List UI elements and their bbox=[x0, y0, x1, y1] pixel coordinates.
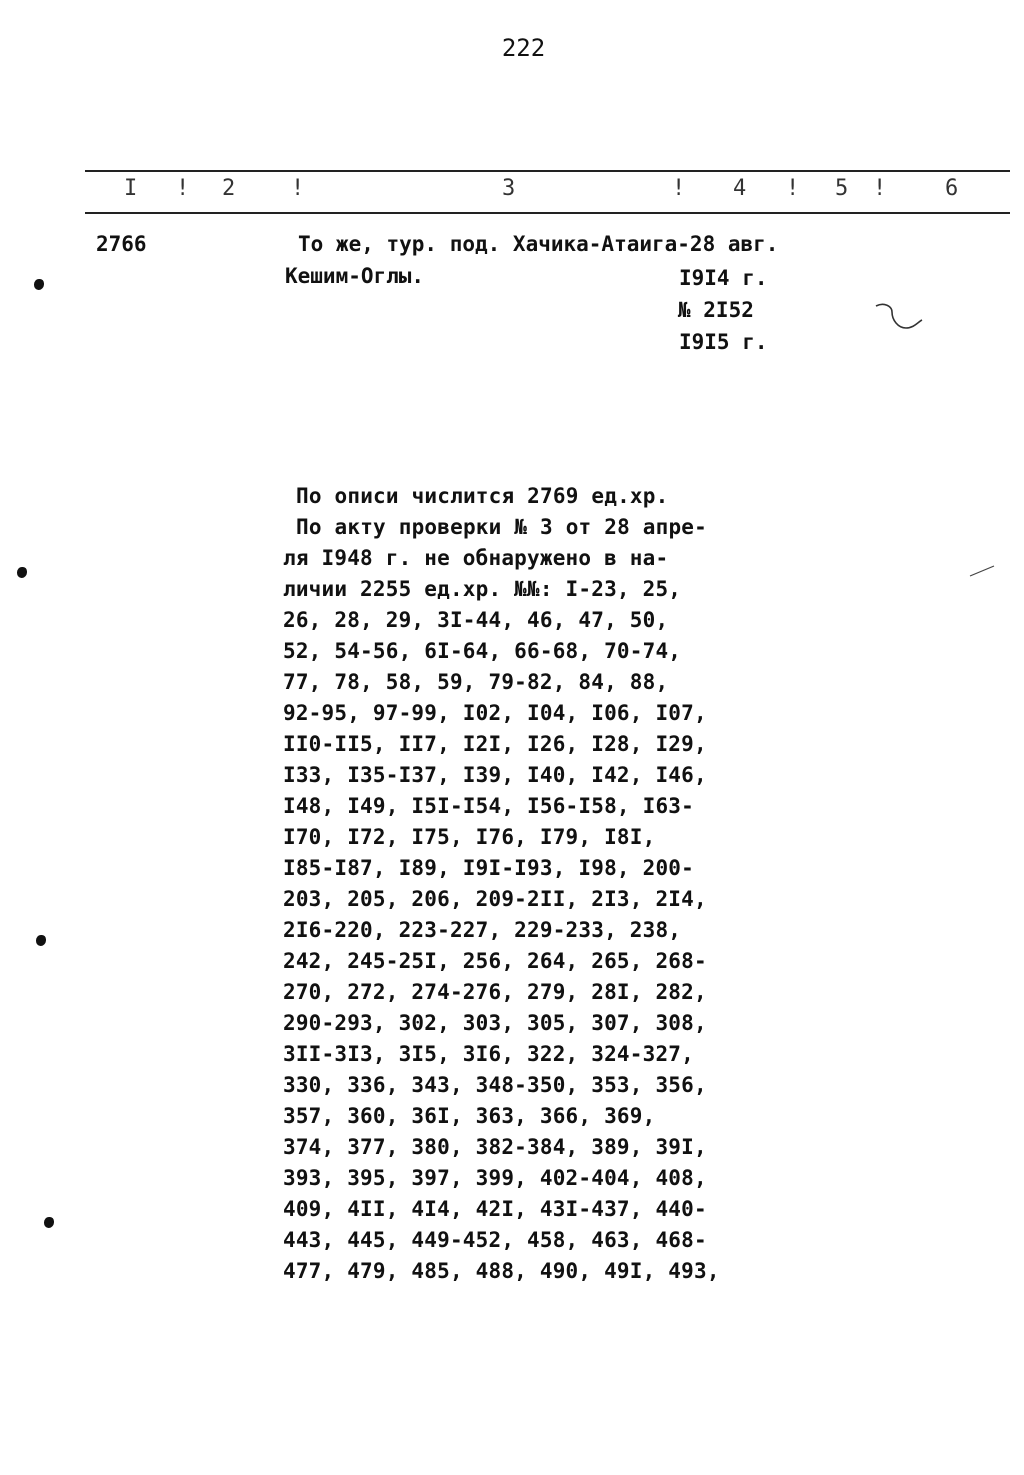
note-line: личии 2255 ед.хр. №№: I-23, 25, bbox=[283, 577, 682, 601]
margin-pencil-stroke bbox=[968, 562, 998, 582]
note-line: 443, 445, 449-452, 458, 463, 468- bbox=[283, 1228, 707, 1252]
note-line: II0-II5, II7, I2I, I26, I28, I29, bbox=[283, 732, 707, 756]
binding-hole-mark bbox=[17, 567, 27, 578]
column-header-6: 6 bbox=[945, 176, 959, 201]
note-line: 52, 54-56, 6I-64, 66-68, 70-74, bbox=[283, 639, 682, 663]
note-line: 330, 336, 343, 348-350, 353, 356, bbox=[283, 1073, 707, 1097]
entry-title-line-2: Кешим-Оглы. bbox=[285, 264, 425, 288]
entry-date-start: I9I4 г. bbox=[679, 266, 768, 290]
table-rule-top bbox=[85, 170, 1010, 172]
note-line: 92-95, 97-99, I02, I04, I06, I07, bbox=[283, 701, 707, 725]
note-line: 409, 4II, 4I4, 42I, 43I-437, 440- bbox=[283, 1197, 707, 1221]
entry-number: 2766 bbox=[96, 232, 147, 256]
note-line: 393, 395, 397, 399, 402-404, 408, bbox=[283, 1166, 707, 1190]
binding-hole-mark bbox=[34, 279, 44, 290]
note-line: ля I948 г. не обнаружено в на- bbox=[283, 546, 669, 570]
note-line: 270, 272, 274-276, 279, 28I, 282, bbox=[283, 980, 707, 1004]
handwritten-check-mark bbox=[870, 300, 930, 340]
note-line: I70, I72, I75, I76, I79, I8I, bbox=[283, 825, 656, 849]
entry-date-end: I9I5 г. bbox=[679, 330, 768, 354]
page-number: 222 bbox=[501, 34, 546, 62]
note-line: 290-293, 302, 303, 305, 307, 308, bbox=[283, 1011, 707, 1035]
note-line: 3II-3I3, 3I5, 3I6, 322, 324-327, bbox=[283, 1042, 694, 1066]
note-line: 203, 205, 206, 209-2II, 2I3, 2I4, bbox=[283, 887, 707, 911]
note-line: 77, 78, 58, 59, 79-82, 84, 88, bbox=[283, 670, 669, 694]
column-header-4: 4 bbox=[733, 176, 747, 201]
note-line: 26, 28, 29, 3I-44, 46, 47, 50, bbox=[283, 608, 669, 632]
column-header-5: 5 bbox=[835, 176, 849, 201]
column-separator: ! bbox=[786, 176, 800, 201]
column-header-1: I bbox=[124, 176, 138, 201]
column-header-2: 2 bbox=[222, 176, 236, 201]
table-rule-bottom bbox=[85, 212, 1010, 214]
binding-hole-mark bbox=[36, 935, 46, 946]
note-line: По акту проверки № 3 от 28 апре- bbox=[296, 515, 707, 539]
binding-hole-mark bbox=[44, 1217, 54, 1228]
note-line: I48, I49, I5I-I54, I56-I58, I63- bbox=[283, 794, 694, 818]
note-line: 357, 360, 36I, 363, 366, 369, bbox=[283, 1104, 656, 1128]
column-header-3: 3 bbox=[502, 176, 516, 201]
column-separator: ! bbox=[291, 176, 305, 201]
note-line: 242, 245-25I, 256, 264, 265, 268- bbox=[283, 949, 707, 973]
note-line: 374, 377, 380, 382-384, 389, 39I, bbox=[283, 1135, 707, 1159]
column-separator: ! bbox=[873, 176, 887, 201]
entry-title-line-1: То же, тур. под. Хачика-Атаига-28 авг. bbox=[298, 232, 779, 256]
note-line: 2I6-220, 223-227, 229-233, 238, bbox=[283, 918, 682, 942]
note-line: По описи числится 2769 ед.хр. bbox=[296, 484, 669, 508]
column-separator: ! bbox=[176, 176, 190, 201]
entry-case-number: № 2I52 bbox=[678, 298, 754, 322]
note-line: 477, 479, 485, 488, 490, 49I, 493, bbox=[283, 1259, 720, 1283]
column-separator: ! bbox=[672, 176, 686, 201]
note-line: I85-I87, I89, I9I-I93, I98, 200- bbox=[283, 856, 694, 880]
note-line: I33, I35-I37, I39, I40, I42, I46, bbox=[283, 763, 707, 787]
